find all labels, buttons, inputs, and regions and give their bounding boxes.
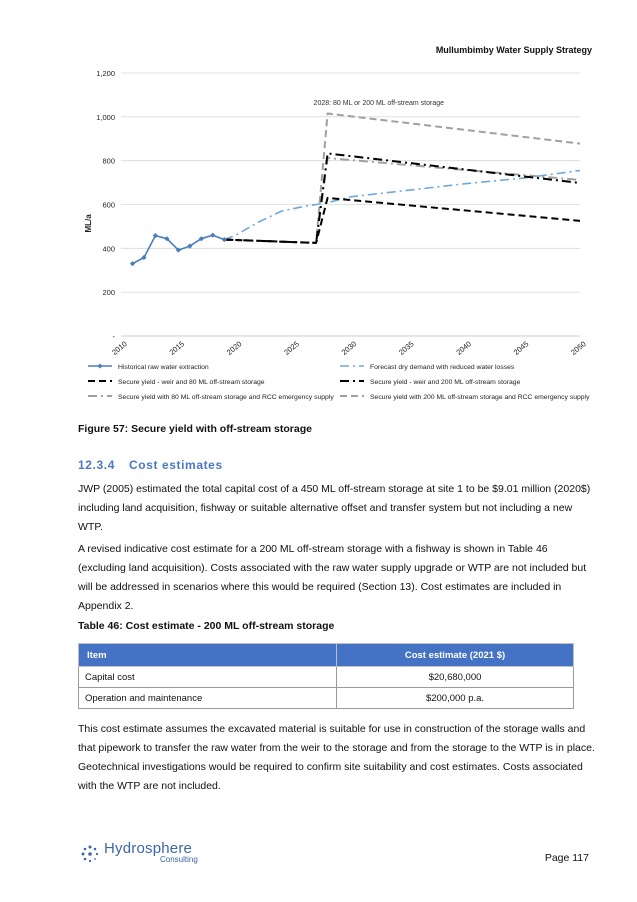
- legend-entry: Secure yield - weir and 200 ML off-stream storage: [370, 379, 521, 386]
- y-tick-label: 200: [102, 288, 115, 298]
- x-tick-label: 2015: [167, 339, 187, 357]
- hydrosphere-logo: [80, 840, 198, 865]
- table-cell-item: Capital cost: [79, 667, 337, 688]
- table-row: [79, 688, 574, 709]
- y-tick-label: 400: [102, 244, 115, 254]
- table-cell-item: Operation and maintenance: [79, 688, 337, 709]
- legend-entry: Secure yield - weir and 80 ML off-stream storage: [118, 379, 265, 386]
- y-tick-label: -: [112, 332, 115, 341]
- hydrosphere-swirl-icon: [80, 844, 100, 864]
- legend-marker: [98, 364, 103, 369]
- table-title: Table 46: Cost estimate - 200 ML off-stream storage: [78, 620, 335, 632]
- legend-entry: Secure yield with 200 ML off-stream storage and RCC emergency supply: [370, 394, 590, 401]
- section-number: 12.3.4: [78, 458, 115, 472]
- y-tick-label: 600: [102, 200, 115, 210]
- y-tick-label: 800: [102, 156, 115, 166]
- logo-wordmark: Hydrosphere: [104, 840, 193, 857]
- table-header-row: [79, 644, 574, 667]
- legend-entry: Secure yield with 80 ML off-stream storage and RCC emergency supply: [118, 394, 334, 401]
- table-header-cost: Cost estimate (2021 $): [337, 644, 574, 667]
- table-row: [79, 667, 574, 688]
- section-heading: [78, 458, 223, 472]
- logo-subtitle: Consulting: [160, 855, 198, 864]
- y-axis-label: ML/a: [84, 214, 93, 233]
- x-tick-label: 2030: [339, 339, 359, 357]
- x-tick-label: 2035: [396, 339, 416, 357]
- paragraph-1: JWP (2005) estimated the total capital cost of a 450 ML off-stream storage at site 1 to be $9.01 million (2020$) including land acquisition, fishway or suitable alternative offset and transfer system but not including a new WTP.: [78, 483, 591, 533]
- data-point: [210, 233, 215, 238]
- y-tick-label: 1,000: [96, 112, 115, 122]
- table-cell-cost: $20,680,000: [337, 667, 574, 688]
- legend-entry: Forecast dry demand with reduced water losses: [370, 364, 515, 371]
- x-tick-label: 2010: [110, 339, 129, 357]
- table-header-item: Item: [79, 644, 337, 667]
- x-tick-label: 2045: [511, 339, 531, 357]
- document-header: Mullumbimby Water Supply Strategy: [435, 45, 592, 55]
- legend-entry: Historical raw water extraction: [118, 364, 209, 371]
- x-tick-label: 2050: [569, 339, 588, 357]
- series-line: [224, 158, 580, 243]
- page-number: Page 117: [544, 852, 589, 864]
- paragraph-2: A revised indicative cost estimate for a 200 ML off-stream storage with a fishway is shown in Table 46 (excluding land acquisition). Costs associated with the raw water supply upgrade or WTP are not included but will be addressed in scenarios where this would be required (Section 13). Cost estimates are included in Appendix 2.: [78, 543, 587, 612]
- y-tick-label: 1,200: [96, 69, 115, 78]
- paragraph-3: This cost estimate assumes the excavated material is suitable for use in construction of the storage walls and that pipework to transfer the raw water from the weir to the storage and from the storage to the WTP is in place. Geotechnical investigations would be required to confirm site suitability and cost estimates. Costs associated with the WTP are not included.: [78, 723, 595, 792]
- secure-yield-chart: [78, 62, 598, 410]
- chart-annotation: 2028: 80 ML or 200 ML off-stream storage: [313, 99, 445, 107]
- series-line: [224, 153, 580, 243]
- data-point: [222, 237, 227, 242]
- table-cell-cost: $200,000 p.a.: [337, 688, 574, 709]
- cost-table: [78, 643, 574, 709]
- x-tick-label: 2025: [282, 339, 301, 357]
- figure-caption: Figure 57: Secure yield with off-stream storage: [78, 423, 312, 435]
- x-tick-label: 2040: [454, 339, 473, 357]
- section-title: Cost estimates: [128, 458, 223, 472]
- x-tick-label: 2020: [224, 339, 244, 357]
